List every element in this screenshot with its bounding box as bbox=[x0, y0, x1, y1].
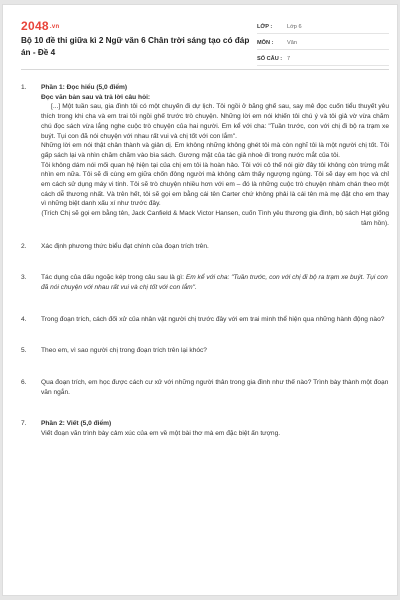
site-logo[interactable] bbox=[21, 19, 59, 33]
question-number: 1. bbox=[21, 84, 27, 91]
passage-citation: (Trích Chị sẽ gọi em bằng tên, Jack Canfield & Mack Victor Hansen, cuốn Tình yêu thương gia đình, bộ sách Hạt giống tâm hồn). bbox=[41, 210, 389, 227]
passage-paragraph: [...] Một tuần sau, gia đình tôi có một chuyến đi dự lịch. Tôi ngồi ở băng ghế sau, say mê đọc cuốn tiểu thuyết yêu thích trong khi cha và em trai tôi ngồi ghế trước trò chuyện. Những lời em nói khiến tôi chú ý và tôi giả vờ vừa chăm chú đọc sách vừa lắng nghe cuộc trò chuyện của hai người. Em kể với cha: "Tuần trước, con với chị đi bộ ra trạm xe buýt. Tụi con đã nói chuyện với nhau rất vui và chị tốt với con lắm". bbox=[41, 103, 389, 140]
passage-paragraph: Những lời em nói thật chân thành và giản dị. Em không những không ghét tôi mà còn nghĩ tôi là một người chị tốt. Tôi gấp sách lại và nhìn chăm chăm vào bìa sách. Gương mặt của tác giả nhoè đi trong nước mắt của tôi. bbox=[41, 142, 389, 159]
questions-list bbox=[21, 83, 389, 439]
question-text: Tác dụng của dấu ngoặc kép trong câu sau là gì: bbox=[41, 274, 184, 282]
meta-row-question-count bbox=[257, 52, 389, 66]
meta-value: Lớp 6 bbox=[287, 23, 302, 30]
meta-label: SỐ CÂU : bbox=[257, 55, 283, 62]
question-7 bbox=[21, 419, 389, 438]
question-text: Theo em, vì sao người chị trong đoạn trích trên lại khóc? bbox=[41, 347, 207, 355]
question-number: 3. bbox=[21, 274, 27, 282]
header-divider bbox=[21, 69, 389, 70]
question-quote: Em kể với cha: "Tuần trước, con với chị đi bộ ra trạm xe buýt. Tụi con đã nói chuyện với nhau rất vui và chị tốt với con lắm". bbox=[41, 274, 388, 291]
question-number: 5. bbox=[21, 347, 27, 355]
question-text: Qua đoạn trích, em học được cách cư xử với những người thân trong gia đình như thế nào? Trình bày thành một đoạn văn ngắn. bbox=[41, 379, 389, 396]
document-page bbox=[2, 4, 398, 596]
question-body bbox=[41, 419, 389, 438]
question-4 bbox=[21, 315, 389, 325]
meta-value: 7 bbox=[287, 55, 291, 62]
question-text: Xác định phương thức biểu đạt chính của đoạn trích trên. bbox=[41, 242, 209, 250]
meta-row-grade bbox=[257, 20, 389, 34]
meta-label: LỚP : bbox=[257, 23, 273, 30]
meta-row-subject bbox=[257, 36, 389, 50]
question-body bbox=[41, 83, 389, 229]
question-3 bbox=[21, 273, 389, 292]
passage-paragraph: Tôi không dám nói mối quan hệ hiện tại của chị em tôi là hoàn hảo. Tôi với cô thế nói giờ đây tôi không còn trừng mắt nhìn em nữa. Tôi sẽ đi cùng em giữa chốn đông người mà không cảm thấy ngượng ngùng. Tôi sẽ dạy em học và chỉ em cách sử dụng máy vi tính. Tôi sẽ trò chuyện nhiều hơn với em – đó là những cuộc trò chuyện nhàm chán theo một cách dễ thương nhất. Và trên hết, tôi sẽ gọi em bằng cái tên Carter chứ không phải là cái tên mà mẹ đặt cho em thay vì những biệt danh xấu xí như trước đây. bbox=[41, 161, 389, 208]
question-text: Trong đoạn trích, cách đối xử của nhân vật người chị trước đây với em trai mình thể hiện qua những hành động nào? bbox=[41, 315, 385, 323]
section-heading: Phần 2: Viết (5,0 điểm) bbox=[41, 420, 112, 428]
question-number: 6. bbox=[21, 379, 27, 387]
question-text: Viết đoạn văn trình bày cảm xúc của em về một bài thơ mà em đặc biệt ấn tượng. bbox=[41, 430, 281, 438]
question-2 bbox=[21, 242, 389, 252]
document-title: Bộ 10 đề thi giữa kì 2 Ngữ văn 6 Chân trời sáng tạo có đáp án - Đề 4 bbox=[21, 36, 250, 57]
logo-text: 2048 bbox=[21, 19, 49, 33]
meta-info bbox=[257, 20, 389, 68]
question-number: 7. bbox=[21, 420, 27, 428]
question-body bbox=[41, 273, 389, 292]
question-number: 2. bbox=[21, 242, 27, 250]
question-instruction: Đọc văn bản sau và trả lời câu hỏi: bbox=[41, 93, 151, 101]
question-6 bbox=[21, 378, 389, 397]
question-5 bbox=[21, 346, 389, 356]
section-heading: Phần 1: Đọc hiểu (5,0 điểm) bbox=[41, 84, 128, 91]
question-1 bbox=[21, 83, 389, 229]
logo-suffix: .vn bbox=[49, 24, 60, 30]
meta-value: Văn bbox=[287, 39, 297, 46]
question-number: 4. bbox=[21, 315, 27, 323]
meta-label: MÔN : bbox=[257, 39, 274, 46]
